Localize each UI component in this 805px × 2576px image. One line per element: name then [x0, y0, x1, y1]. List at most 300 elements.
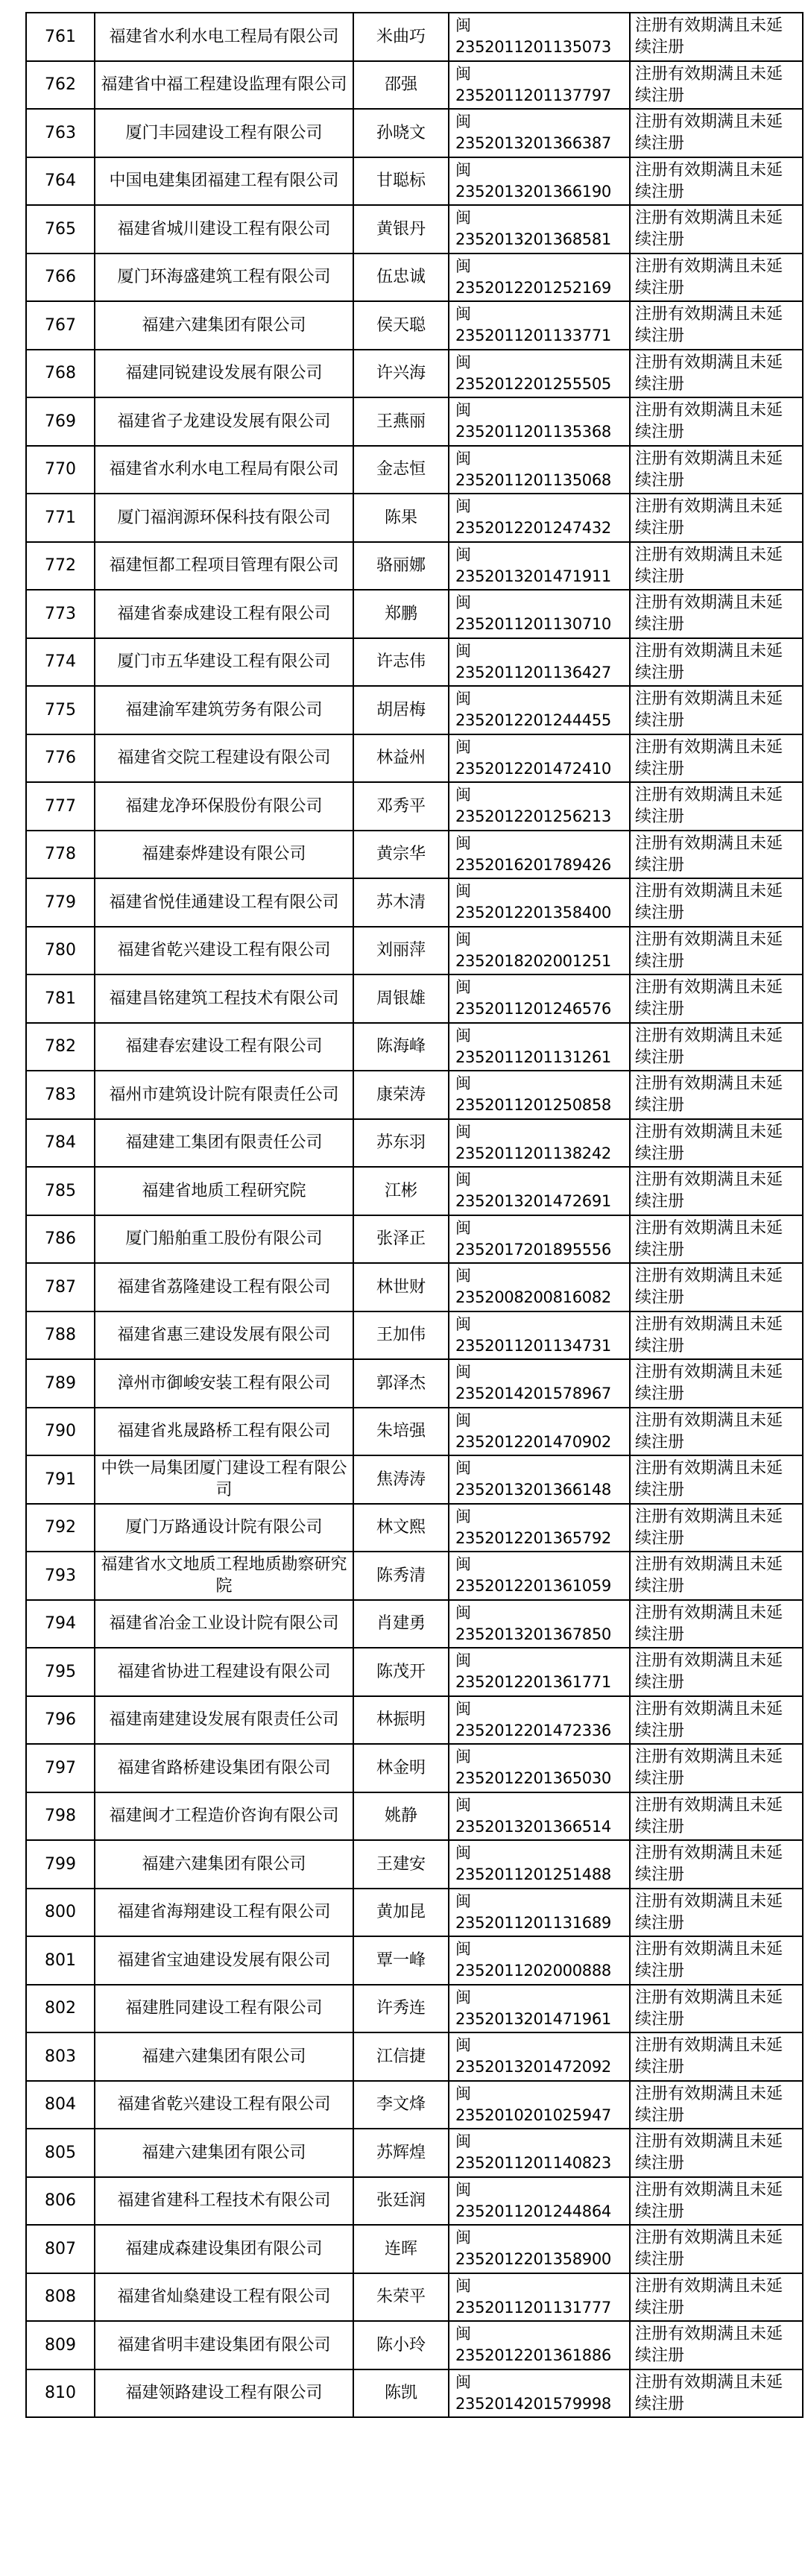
row-number: 810 — [26, 2369, 95, 2418]
registration-status: 注册有效期满且未延续注册 — [630, 686, 803, 734]
company-name: 福建省泰成建设工程有限公司 — [95, 590, 353, 638]
person-name: 林金明 — [353, 1744, 449, 1792]
certificate-number: 闽2352011201130710 — [449, 590, 630, 638]
person-name: 许兴海 — [353, 350, 449, 398]
row-number: 785 — [26, 1167, 95, 1215]
row-number: 776 — [26, 734, 95, 783]
table-row — [26, 2081, 803, 2129]
row-number: 799 — [26, 1840, 95, 1889]
person-name: 林振明 — [353, 1696, 449, 1745]
registration-status: 注册有效期满且未延续注册 — [630, 205, 803, 253]
registration-status: 注册有效期满且未延续注册 — [630, 2225, 803, 2273]
company-name: 福建省明丰建设集团有限公司 — [95, 2321, 353, 2369]
registration-status: 注册有效期满且未延续注册 — [630, 1455, 803, 1504]
company-name: 福建闽才工程造价咨询有限公司 — [95, 1792, 353, 1841]
registration-status: 注册有效期满且未延续注册 — [630, 61, 803, 110]
person-name: 肖建勇 — [353, 1600, 449, 1648]
company-name: 中铁一局集团厦门建设工程有限公司 — [95, 1455, 353, 1504]
certificate-number: 闽2352013201367850 — [449, 1600, 630, 1648]
certificate-number: 闽2352012201358400 — [449, 878, 630, 927]
table-row — [26, 686, 803, 734]
table-row — [26, 2273, 803, 2322]
company-name: 福建六建集团有限公司 — [95, 2129, 353, 2177]
row-number: 807 — [26, 2225, 95, 2273]
certificate-number: 闽2352013201472092 — [449, 2032, 630, 2081]
person-name: 李文烽 — [353, 2081, 449, 2129]
table-row — [26, 927, 803, 975]
registration-status: 注册有效期满且未延续注册 — [630, 397, 803, 446]
row-number: 794 — [26, 1600, 95, 1648]
company-name: 福建龙净环保股份有限公司 — [95, 782, 353, 831]
registration-status: 注册有效期满且未延续注册 — [630, 1311, 803, 1360]
company-name: 福建省乾兴建设工程有限公司 — [95, 2081, 353, 2129]
row-number: 771 — [26, 494, 95, 542]
person-name: 连晖 — [353, 2225, 449, 2273]
registration-status: 注册有效期满且未延续注册 — [630, 1792, 803, 1841]
row-number: 769 — [26, 397, 95, 446]
table-row — [26, 1648, 803, 1696]
certificate-number: 闽2352011201131261 — [449, 1023, 630, 1071]
person-name: 侯天聪 — [353, 301, 449, 350]
registration-status: 注册有效期满且未延续注册 — [630, 1359, 803, 1408]
certificate-number: 闽2352011201135068 — [449, 446, 630, 494]
row-number: 797 — [26, 1744, 95, 1792]
row-number: 792 — [26, 1504, 95, 1552]
table-row — [26, 1985, 803, 2033]
person-name: 江信捷 — [353, 2032, 449, 2081]
person-name: 米曲巧 — [353, 13, 449, 61]
registration-status: 注册有效期满且未延续注册 — [630, 1504, 803, 1552]
company-name: 福建省中福工程建设监理有限公司 — [95, 61, 353, 110]
row-number: 767 — [26, 301, 95, 350]
row-number: 798 — [26, 1792, 95, 1841]
registration-status: 注册有效期满且未延续注册 — [630, 2273, 803, 2322]
row-number: 772 — [26, 542, 95, 591]
row-number: 774 — [26, 638, 95, 687]
row-number: 805 — [26, 2129, 95, 2177]
certificate-number: 闽2352011201138242 — [449, 1119, 630, 1168]
company-name: 福建六建集团有限公司 — [95, 2032, 353, 2081]
company-name: 福建省水利水电工程局有限公司 — [95, 13, 353, 61]
table-row — [26, 1359, 803, 1408]
registration-status: 注册有效期满且未延续注册 — [630, 1600, 803, 1648]
table-row — [26, 831, 803, 879]
person-name: 郑鹏 — [353, 590, 449, 638]
certificate-number: 闽2352013201366514 — [449, 1792, 630, 1841]
row-number: 783 — [26, 1071, 95, 1119]
table-row — [26, 1263, 803, 1311]
company-name: 福建省兆晟路桥工程有限公司 — [95, 1408, 353, 1456]
company-name: 福建省交院工程建设有限公司 — [95, 734, 353, 783]
company-name: 福建省荔隆建设工程有限公司 — [95, 1263, 353, 1311]
table-row — [26, 397, 803, 446]
person-name: 骆丽娜 — [353, 542, 449, 591]
row-number: 782 — [26, 1023, 95, 1071]
certificate-number: 闽2352016201789426 — [449, 831, 630, 879]
registration-status: 注册有效期满且未延续注册 — [630, 13, 803, 61]
row-number: 795 — [26, 1648, 95, 1696]
table-row — [26, 1215, 803, 1264]
company-name: 福建六建集团有限公司 — [95, 301, 353, 350]
certificate-number: 闽2352012201361059 — [449, 1552, 630, 1600]
person-name: 许秀连 — [353, 1985, 449, 2033]
company-name: 福建春宏建设工程有限公司 — [95, 1023, 353, 1071]
row-number: 762 — [26, 61, 95, 110]
certificate-number: 闽2352013201472691 — [449, 1167, 630, 1215]
table-row — [26, 446, 803, 494]
table-body — [26, 13, 803, 2417]
table-row — [26, 1504, 803, 1552]
table-row — [26, 1889, 803, 1937]
company-name: 福建渝军建筑劳务有限公司 — [95, 686, 353, 734]
registration-status: 注册有效期满且未延续注册 — [630, 2081, 803, 2129]
person-name: 朱培强 — [353, 1408, 449, 1456]
registration-status: 注册有效期满且未延续注册 — [630, 782, 803, 831]
person-name: 陈小玲 — [353, 2321, 449, 2369]
row-number: 791 — [26, 1455, 95, 1504]
person-name: 覃一峰 — [353, 1936, 449, 1985]
table-row — [26, 1840, 803, 1889]
certificate-number: 闽2352012201472410 — [449, 734, 630, 783]
certificate-number: 闽2352011201131777 — [449, 2273, 630, 2322]
person-name: 郭泽杰 — [353, 1359, 449, 1408]
row-number: 790 — [26, 1408, 95, 1456]
company-name: 福建省地质工程研究院 — [95, 1167, 353, 1215]
registration-status: 注册有效期满且未延续注册 — [630, 2129, 803, 2177]
certificate-number: 闽2352011201140823 — [449, 2129, 630, 2177]
person-name: 胡居梅 — [353, 686, 449, 734]
person-name: 林益州 — [353, 734, 449, 783]
row-number: 806 — [26, 2177, 95, 2226]
registration-status: 注册有效期满且未延续注册 — [630, 734, 803, 783]
registration-table — [25, 12, 804, 2418]
registration-status: 注册有效期满且未延续注册 — [630, 1263, 803, 1311]
certificate-number: 闽2352018202001251 — [449, 927, 630, 975]
row-number: 789 — [26, 1359, 95, 1408]
registration-status: 注册有效期满且未延续注册 — [630, 446, 803, 494]
certificate-number: 闽2352017201895556 — [449, 1215, 630, 1264]
company-name: 福建省海翔建设工程有限公司 — [95, 1889, 353, 1937]
registration-status: 注册有效期满且未延续注册 — [630, 157, 803, 206]
person-name: 林文熙 — [353, 1504, 449, 1552]
table-row — [26, 1455, 803, 1504]
row-number: 781 — [26, 974, 95, 1023]
certificate-number: 闽2352011201244864 — [449, 2177, 630, 2226]
registration-status: 注册有效期满且未延续注册 — [630, 638, 803, 687]
certificate-number: 闽2352010201025947 — [449, 2081, 630, 2129]
row-number: 768 — [26, 350, 95, 398]
certificate-number: 闽2352012201247432 — [449, 494, 630, 542]
table-row — [26, 2321, 803, 2369]
registration-status: 注册有效期满且未延续注册 — [630, 1840, 803, 1889]
table-row — [26, 590, 803, 638]
certificate-number: 闽2352012201470902 — [449, 1408, 630, 1456]
table-row — [26, 2177, 803, 2226]
certificate-number: 闽2352013201366148 — [449, 1455, 630, 1504]
company-name: 中国电建集团福建工程有限公司 — [95, 157, 353, 206]
row-number: 801 — [26, 1936, 95, 1985]
person-name: 林世财 — [353, 1263, 449, 1311]
certificate-number: 闽2352013201471961 — [449, 1985, 630, 2033]
table-row — [26, 494, 803, 542]
registration-status: 注册有效期满且未延续注册 — [630, 1408, 803, 1456]
company-name: 福建省水利水电工程局有限公司 — [95, 446, 353, 494]
certificate-number: 闽2352012201472336 — [449, 1696, 630, 1745]
certificate-number: 闽2352012201365030 — [449, 1744, 630, 1792]
company-name: 福州市建筑设计院有限责任公司 — [95, 1071, 353, 1119]
registration-status: 注册有效期满且未延续注册 — [630, 1648, 803, 1696]
registration-status: 注册有效期满且未延续注册 — [630, 253, 803, 302]
company-name: 漳州市御峻安装工程有限公司 — [95, 1359, 353, 1408]
table-row — [26, 878, 803, 927]
company-name: 厦门市五华建设工程有限公司 — [95, 638, 353, 687]
company-name: 福建泰烨建设有限公司 — [95, 831, 353, 879]
row-number: 800 — [26, 1889, 95, 1937]
person-name: 陈茂开 — [353, 1648, 449, 1696]
table-row — [26, 1311, 803, 1360]
company-name: 福建省乾兴建设工程有限公司 — [95, 927, 353, 975]
certificate-number: 闽2352014201579998 — [449, 2369, 630, 2418]
person-name: 陈海峰 — [353, 1023, 449, 1071]
person-name: 黄加昆 — [353, 1889, 449, 1937]
table-row — [26, 13, 803, 61]
registration-status: 注册有效期满且未延续注册 — [630, 1215, 803, 1264]
certificate-number: 闽2352011201135073 — [449, 13, 630, 61]
table-row — [26, 1600, 803, 1648]
certificate-number: 闽2352012201255505 — [449, 350, 630, 398]
person-name: 黄银丹 — [353, 205, 449, 253]
person-name: 邵强 — [353, 61, 449, 110]
person-name: 陈秀清 — [353, 1552, 449, 1600]
person-name: 甘聪标 — [353, 157, 449, 206]
certificate-number: 闽2352012201365792 — [449, 1504, 630, 1552]
registration-status: 注册有效期满且未延续注册 — [630, 1071, 803, 1119]
table-row — [26, 974, 803, 1023]
company-name: 福建同锐建设发展有限公司 — [95, 350, 353, 398]
certificate-number: 闽2352011202000888 — [449, 1936, 630, 1985]
table-row — [26, 542, 803, 591]
certificate-number: 闽2352011201134731 — [449, 1311, 630, 1360]
table-row — [26, 1552, 803, 1600]
table-row — [26, 1119, 803, 1168]
company-name: 福建胜同建设工程有限公司 — [95, 1985, 353, 2033]
table-row — [26, 350, 803, 398]
row-number: 780 — [26, 927, 95, 975]
certificate-number: 闽2352011201246576 — [449, 974, 630, 1023]
certificate-number: 闽2352011201250858 — [449, 1071, 630, 1119]
certificate-number: 闽2352013201366190 — [449, 157, 630, 206]
registration-status: 注册有效期满且未延续注册 — [630, 109, 803, 157]
registration-status: 注册有效期满且未延续注册 — [630, 1552, 803, 1600]
certificate-number: 闽2352011201136427 — [449, 638, 630, 687]
table-row — [26, 157, 803, 206]
row-number: 775 — [26, 686, 95, 734]
row-number: 788 — [26, 1311, 95, 1360]
table-row — [26, 2032, 803, 2081]
row-number: 787 — [26, 1263, 95, 1311]
certificate-number: 闽2352011201135368 — [449, 397, 630, 446]
registration-table-container — [25, 12, 802, 2418]
registration-status: 注册有效期满且未延续注册 — [630, 1936, 803, 1985]
table-row — [26, 1023, 803, 1071]
company-name: 厦门环海盛建筑工程有限公司 — [95, 253, 353, 302]
person-name: 苏木清 — [353, 878, 449, 927]
table-row — [26, 1744, 803, 1792]
person-name: 江彬 — [353, 1167, 449, 1215]
row-number: 761 — [26, 13, 95, 61]
registration-status: 注册有效期满且未延续注册 — [630, 1023, 803, 1071]
company-name: 福建省路桥建设集团有限公司 — [95, 1744, 353, 1792]
person-name: 张廷润 — [353, 2177, 449, 2226]
company-name: 厦门万路通设计院有限公司 — [95, 1504, 353, 1552]
registration-status: 注册有效期满且未延续注册 — [630, 542, 803, 591]
certificate-number: 闽2352012201358900 — [449, 2225, 630, 2273]
person-name: 张泽正 — [353, 1215, 449, 1264]
company-name: 福建建工集团有限责任公司 — [95, 1119, 353, 1168]
registration-status: 注册有效期满且未延续注册 — [630, 1696, 803, 1745]
person-name: 苏东羽 — [353, 1119, 449, 1168]
certificate-number: 闽2352012201256213 — [449, 782, 630, 831]
certificate-number: 闽2352014201578967 — [449, 1359, 630, 1408]
company-name: 福建省宝迪建设发展有限公司 — [95, 1936, 353, 1985]
company-name: 福建领路建设工程有限公司 — [95, 2369, 353, 2418]
company-name: 福建省水文地质工程地质勘察研究院 — [95, 1552, 353, 1600]
table-row — [26, 2225, 803, 2273]
person-name: 邓秀平 — [353, 782, 449, 831]
company-name: 福建省建科工程技术有限公司 — [95, 2177, 353, 2226]
certificate-number: 闽2352013201368581 — [449, 205, 630, 253]
certificate-number: 闽2352013201366387 — [449, 109, 630, 157]
person-name: 王加伟 — [353, 1311, 449, 1360]
person-name: 刘丽萍 — [353, 927, 449, 975]
table-row — [26, 205, 803, 253]
certificate-number: 闽2352012201361771 — [449, 1648, 630, 1696]
row-number: 808 — [26, 2273, 95, 2322]
row-number: 784 — [26, 1119, 95, 1168]
row-number: 777 — [26, 782, 95, 831]
registration-status: 注册有效期满且未延续注册 — [630, 494, 803, 542]
certificate-number: 闽2352011201131689 — [449, 1889, 630, 1937]
table-row — [26, 109, 803, 157]
table-row — [26, 2129, 803, 2177]
company-name: 福建南建建设发展有限责任公司 — [95, 1696, 353, 1745]
certificate-number: 闽2352011201251488 — [449, 1840, 630, 1889]
registration-status: 注册有效期满且未延续注册 — [630, 2032, 803, 2081]
row-number: 796 — [26, 1696, 95, 1745]
registration-status: 注册有效期满且未延续注册 — [630, 1889, 803, 1937]
row-number: 793 — [26, 1552, 95, 1600]
registration-status: 注册有效期满且未延续注册 — [630, 1985, 803, 2033]
person-name: 孙晓文 — [353, 109, 449, 157]
person-name: 康荣涛 — [353, 1071, 449, 1119]
row-number: 786 — [26, 1215, 95, 1264]
row-number: 804 — [26, 2081, 95, 2129]
registration-status: 注册有效期满且未延续注册 — [630, 831, 803, 879]
registration-status: 注册有效期满且未延续注册 — [630, 2177, 803, 2226]
person-name: 金志恒 — [353, 446, 449, 494]
company-name: 福建六建集团有限公司 — [95, 1840, 353, 1889]
row-number: 764 — [26, 157, 95, 206]
registration-status: 注册有效期满且未延续注册 — [630, 1744, 803, 1792]
registration-status: 注册有效期满且未延续注册 — [630, 350, 803, 398]
table-row — [26, 1696, 803, 1745]
registration-status: 注册有效期满且未延续注册 — [630, 590, 803, 638]
person-name: 陈凯 — [353, 2369, 449, 2418]
person-name: 王建安 — [353, 1840, 449, 1889]
certificate-number: 闽2352013201471911 — [449, 542, 630, 591]
company-name: 厦门船舶重工股份有限公司 — [95, 1215, 353, 1264]
registration-status: 注册有效期满且未延续注册 — [630, 927, 803, 975]
certificate-number: 闽2352011201137797 — [449, 61, 630, 110]
person-name: 朱荣平 — [353, 2273, 449, 2322]
company-name: 福建省冶金工业设计院有限公司 — [95, 1600, 353, 1648]
registration-status: 注册有效期满且未延续注册 — [630, 1119, 803, 1168]
registration-status: 注册有效期满且未延续注册 — [630, 878, 803, 927]
row-number: 766 — [26, 253, 95, 302]
company-name: 福建省惠三建设发展有限公司 — [95, 1311, 353, 1360]
table-row — [26, 782, 803, 831]
company-name: 福建省城川建设工程有限公司 — [95, 205, 353, 253]
table-row — [26, 1167, 803, 1215]
table-row — [26, 1408, 803, 1456]
table-row — [26, 253, 803, 302]
company-name: 福建省子龙建设发展有限公司 — [95, 397, 353, 446]
company-name: 福建昌铭建筑工程技术有限公司 — [95, 974, 353, 1023]
person-name: 姚静 — [353, 1792, 449, 1841]
table-row — [26, 61, 803, 110]
row-number: 773 — [26, 590, 95, 638]
table-row — [26, 1071, 803, 1119]
company-name: 福建恒都工程项目管理有限公司 — [95, 542, 353, 591]
company-name: 福建省协进工程建设有限公司 — [95, 1648, 353, 1696]
person-name: 周银雄 — [353, 974, 449, 1023]
table-row — [26, 1936, 803, 1985]
person-name: 苏辉煌 — [353, 2129, 449, 2177]
person-name: 陈果 — [353, 494, 449, 542]
table-row — [26, 734, 803, 783]
registration-status: 注册有效期满且未延续注册 — [630, 301, 803, 350]
certificate-number: 闽2352011201133771 — [449, 301, 630, 350]
certificate-number: 闽2352008200816082 — [449, 1263, 630, 1311]
registration-status: 注册有效期满且未延续注册 — [630, 2321, 803, 2369]
row-number: 778 — [26, 831, 95, 879]
person-name: 王燕丽 — [353, 397, 449, 446]
person-name: 黄宗华 — [353, 831, 449, 879]
company-name: 福建省灿燊建设工程有限公司 — [95, 2273, 353, 2322]
certificate-number: 闽2352012201361886 — [449, 2321, 630, 2369]
row-number: 802 — [26, 1985, 95, 2033]
row-number: 803 — [26, 2032, 95, 2081]
row-number: 809 — [26, 2321, 95, 2369]
row-number: 779 — [26, 878, 95, 927]
table-row — [26, 1792, 803, 1841]
table-row — [26, 301, 803, 350]
person-name: 许志伟 — [353, 638, 449, 687]
table-row — [26, 2369, 803, 2418]
row-number: 765 — [26, 205, 95, 253]
registration-status: 注册有效期满且未延续注册 — [630, 2369, 803, 2418]
certificate-number: 闽2352012201252169 — [449, 253, 630, 302]
row-number: 770 — [26, 446, 95, 494]
company-name: 厦门丰园建设工程有限公司 — [95, 109, 353, 157]
row-number: 763 — [26, 109, 95, 157]
person-name: 焦涛涛 — [353, 1455, 449, 1504]
person-name: 伍忠诚 — [353, 253, 449, 302]
company-name: 福建省悦佳通建设工程有限公司 — [95, 878, 353, 927]
certificate-number: 闽2352012201244455 — [449, 686, 630, 734]
company-name: 厦门福润源环保科技有限公司 — [95, 494, 353, 542]
table-row — [26, 638, 803, 687]
